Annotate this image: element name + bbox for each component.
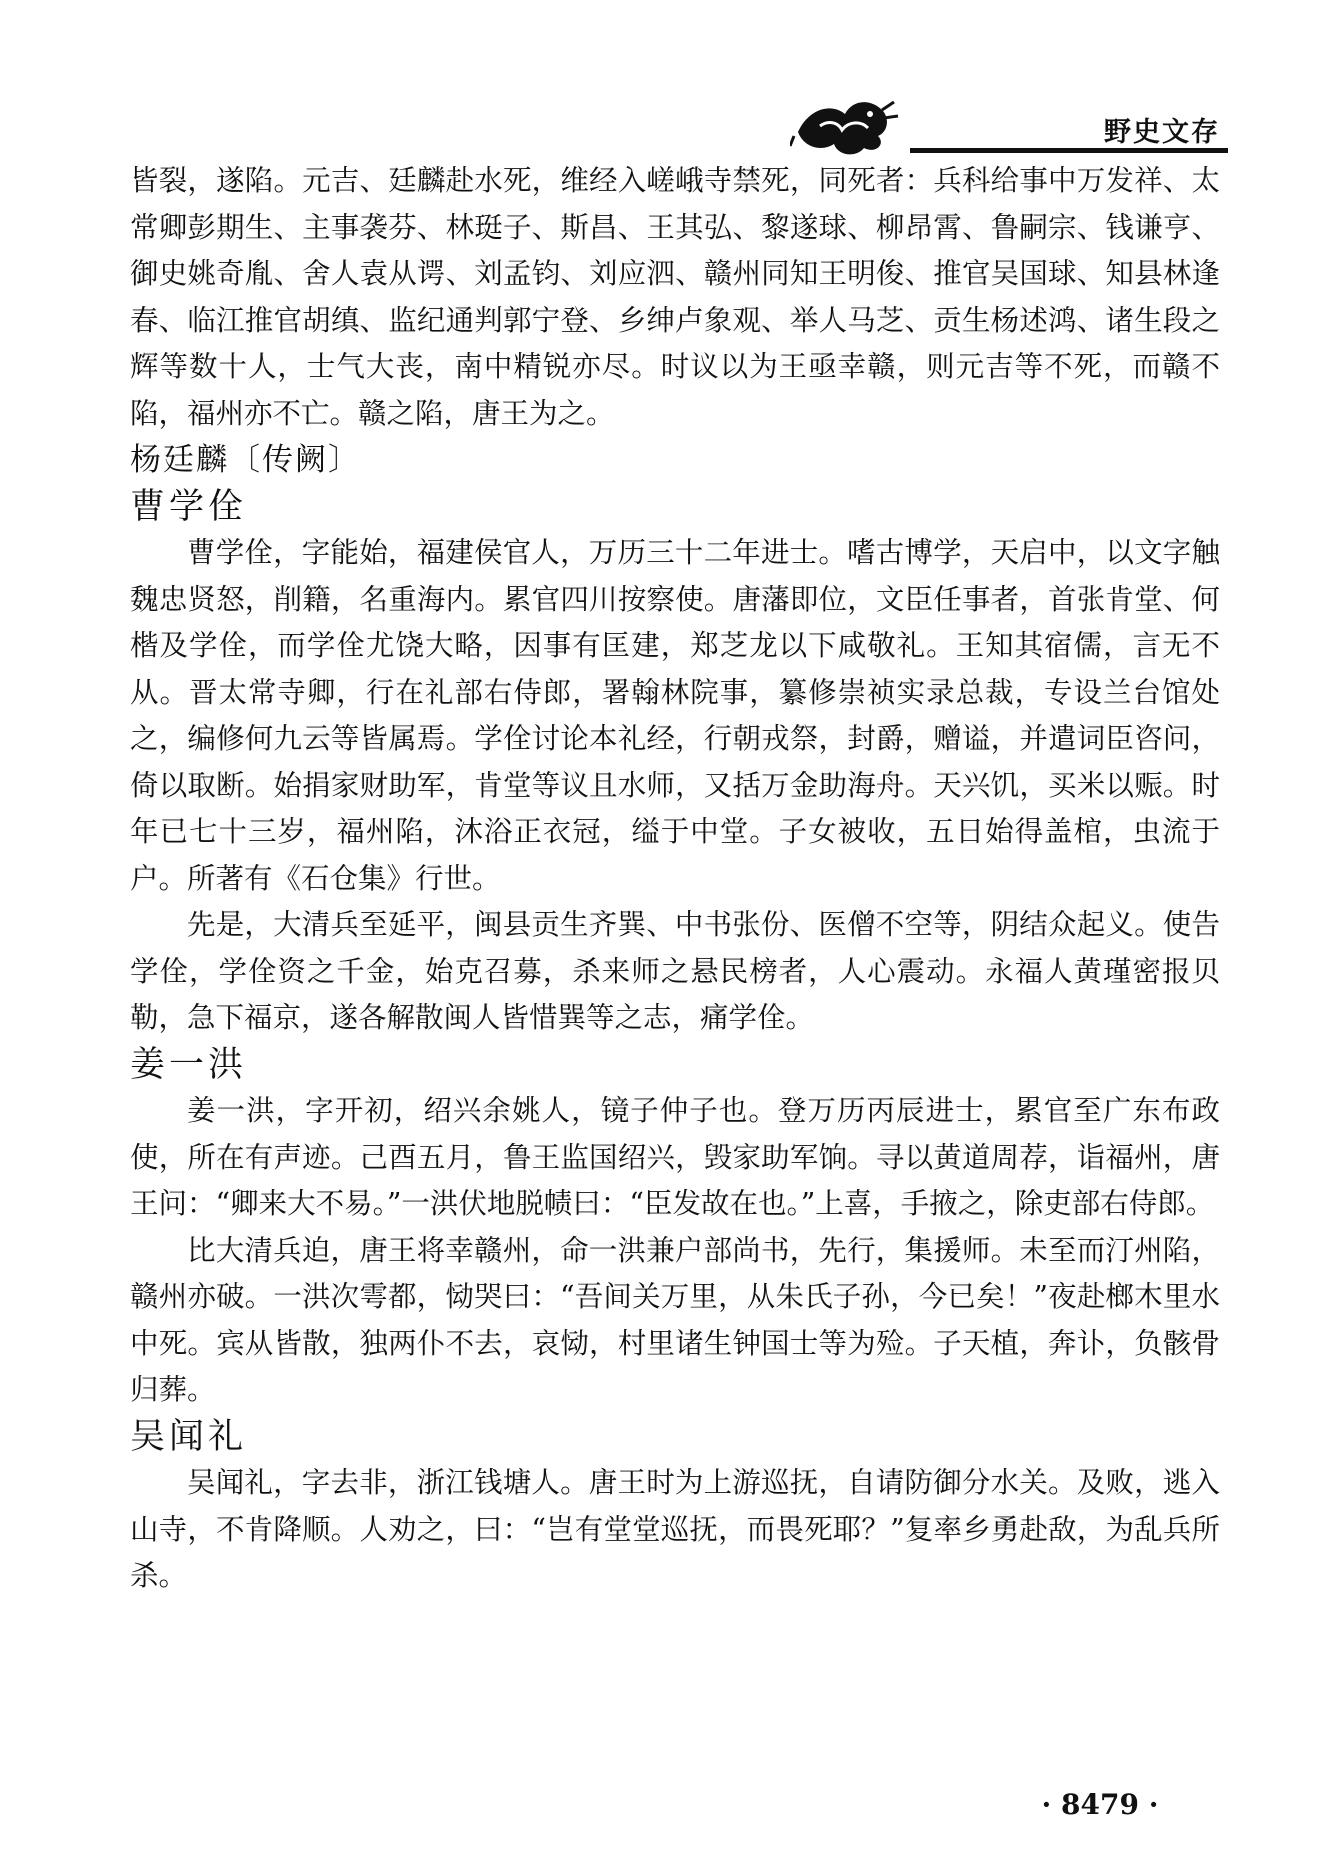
dragon-emblem-icon (790, 92, 900, 160)
header-title: 野史文存 (1104, 117, 1220, 148)
section-title-wu: 吴闻礼 (130, 1416, 248, 1457)
page-number: · 8479 · (1041, 1788, 1159, 1821)
paragraph-jiang-2: 比大清兵迫，唐王将幸赣州，命一洪兼户部尚书，先行，集援师。未至而汀州陷，赣州亦破。一洪次雩都，恸哭曰：“吾间关万里，从朱氏子孙，今已矣！”夜赴榔木里水中死。宾从皆散，独两仆不去，哀恸，村里诸生钟国士等为殓。子天植，奔讣，负骸骨归葬。 (130, 1233, 1220, 1406)
section-title-cao: 曹学佺 (130, 486, 248, 527)
paragraph-wu-1: 吴闻礼，字去非，浙江钱塘人。唐王时为上游巡抚，自请防御分水关。及败，逃入山寺，不肯降顺。人劝之，曰：“岂有堂堂巡抚，而畏死耶？”复率乡勇赴敌，为乱兵所杀。 (130, 1466, 1220, 1592)
intro-paragraph: 皆裂，遂陷。元吉、廷麟赴水死，维经入嵯峨寺禁死，同死者：兵科给事中万发祥、太常卿彭期生、主事袭芬、林珽子、斯昌、王其弘、黎遂球、柳昂霄、鲁嗣宗、钱谦亨、御史姚奇胤、舍人袁从谔、刘孟钧、刘应泗、赣州同知王明俊、推官吴国球、知县林逢春、临江推官胡缜、监纪通判郭宁登、乡绅卢象观、举人马芝、贡生杨述鸿、诸生段之辉等数十人，士气大丧，南中精锐亦尽。时议以为王亟幸赣，则元吉等不死，而赣不陷，福州亦不亡。赣之陷，唐王为之。 (130, 164, 1220, 430)
page-header (790, 92, 1240, 162)
subheading-yang-tinglin: 杨廷麟〔传阙〕 (130, 442, 361, 478)
section-title-jiang: 姜一洪 (130, 1044, 248, 1085)
paragraph-jiang-1: 姜一洪，字开初，绍兴余姚人，镜子仲子也。登万历丙辰进士，累官至广东布政使，所在有声迹。己酉五月，鲁王监国绍兴，毁家助军饷。寻以黄道周荐，诣福州，唐王问：“卿来大不易。”一洪伏地脱帻曰：“臣发故在也。”上喜，手掖之，除吏部右侍郎。 (130, 1094, 1220, 1220)
paragraph-cao-1: 曹学佺，字能始，福建侯官人，万历三十二年进士。嗜古博学，天启中，以文字触魏忠贤怒，削籍，名重海内。累官四川按察使。唐藩即位，文臣任事者，首张肯堂、何楷及学佺，而学佺尤饶大略，因事有匡建，郑芝龙以下咸敬礼。王知其宿儒，言无不从。晋太常寺卿，行在礼部右侍郎，署翰林院事，纂修崇祯实录总裁，专设兰台馆处之，编修何九云等皆属焉。学佺讨论本礼经，行朝戎祭，封爵，赠谥，并遣词臣咨问，倚以取断。始捐家财助军，肯堂等议且水师，又括万金助海舟。天兴饥，买米以赈。时年已七十三岁，福州陷，沐浴正衣冠，缢于中堂。子女被收，五日始得盖棺，虫流于户。所著有《石仓集》行世。 (130, 536, 1220, 895)
page-content (130, 158, 1220, 1600)
paragraph-cao-2: 先是，大清兵至延平，闽县贡生齐巽、中书张份、医僧不空等，阴结众起义。使告学佺，学佺资之千金，始克召募，杀来师之悬民榜者，人心震动。永福人黄瑾密报贝勒，急下福京，遂各解散闽人皆惜巽等之志，痛学佺。 (130, 908, 1220, 1034)
header-rule (910, 148, 1228, 153)
